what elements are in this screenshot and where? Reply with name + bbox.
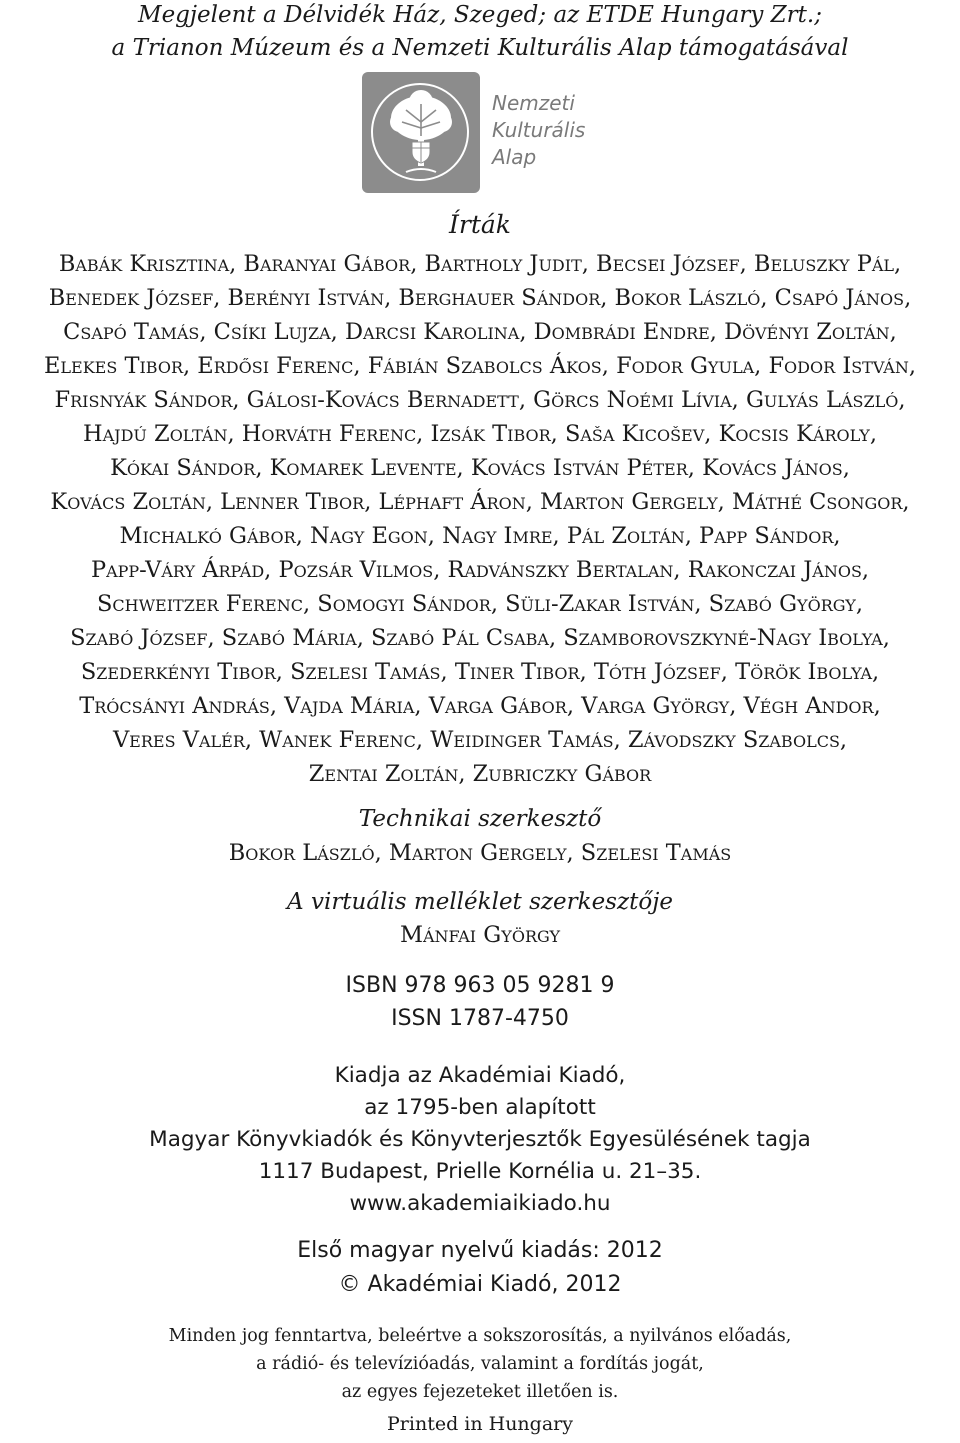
logo-wordmark [492, 90, 632, 171]
authors-line: Kókai Sándor, Komarek Levente, Kovács István Péter, Kovács János, [110, 455, 850, 481]
authors-line: Hajdú Zoltán, Horváth Ferenc, Izsák Tibor, Saša Kicošev, Kocsis Károly, [83, 421, 877, 447]
authors-line: Babák Krisztina, Baranyai Gábor, Bartholy Judit, Becsei József, Beluszky Pál, [58, 251, 902, 277]
tree-in-circle-icon [362, 72, 480, 193]
authors-list [0, 247, 960, 791]
authors-line: Benedek József, Berényi István, Berghauer Sándor, Bokor László, Csapó János, [48, 285, 912, 311]
authors-line: Schweitzer Ferenc, Somogyi Sándor, Süli-Zakar István, Szabó György, [97, 591, 863, 617]
authors-line: Szederkényi Tibor, Szelesi Tamás, Tiner Tibor, Tóth József, Török Ibolya, [80, 659, 880, 685]
logo-word-3: Alap [492, 145, 537, 169]
publisher-line: Magyar Könyvkiadók és Könyvterjesztők Egyesülésének tagja [149, 1127, 811, 1152]
issn: ISSN 1787-4750 [391, 1006, 569, 1031]
publisher-line: az 1795-ben alapított [364, 1095, 596, 1120]
authors-line: Szabó József, Szabó Mária, Szabó Pál Csaba, Szamborovszkyné-Nagy Ibolya, [70, 625, 890, 651]
logo-word-1: Nemzeti [492, 91, 575, 115]
virtual-supplement-editor-heading: A virtuális melléklet szerkesztője [287, 889, 673, 915]
authors-heading: Írták [449, 210, 511, 239]
rights-line: az egyes fejezeteket illetően is. [341, 1382, 619, 1402]
authors-line: Frisnyák Sándor, Gálosi-Kovács Bernadett, Görcs Noémi Lívia, Gulyás László, [54, 387, 906, 413]
nka-logo [362, 72, 480, 193]
copyright-note: © Akadémiai Kiadó, 2012 [338, 1272, 622, 1297]
authors-line: Zentai Zoltán, Zubriczky Gábor [308, 761, 652, 787]
publisher-line: Kiadja az Akadémiai Kiadó, [334, 1063, 626, 1088]
rights-notice [0, 1322, 960, 1406]
logo-word-2: Kulturális [492, 118, 586, 142]
authors-line: Trócsányi András, Vajda Mária, Varga Gábor, Varga György, Végh Andor, [79, 693, 881, 719]
technical-editor-names: Bokor László, Marton Gergely, Szelesi Tamás [228, 840, 732, 866]
publisher-note-line-2: a Trianon Múzeum és a Nemzeti Kulturális Alap támogatásával [111, 35, 849, 61]
publisher-address: 1117 Budapest, Prielle Kornélia u. 21–35. [258, 1159, 702, 1184]
publisher-website: www.akademiaikiado.hu [349, 1191, 611, 1216]
authors-line: Kovács Zoltán, Lenner Tibor, Léphaft Áron, Marton Gergely, Máthé Csongor, [50, 489, 910, 515]
edition-note: Első magyar nyelvű kiadás: 2012 [297, 1238, 663, 1263]
virtual-supplement-editor-name: Mánfai György [399, 922, 561, 948]
technical-editor-heading: Technikai szerkesztő [358, 806, 602, 832]
publisher-block [0, 1060, 960, 1220]
rights-line: a rádió- és televízióadás, valamint a fordítás jogát, [256, 1354, 704, 1374]
authors-line: Papp-Váry Árpád, Pozsár Vilmos, Radvánszky Bertalan, Rakonczai János, [90, 557, 870, 583]
authors-line: Veres Valér, Wanek Ferenc, Weidinger Tamás, Závodszky Szabolcs, [112, 727, 848, 753]
authors-line: Elekes Tibor, Erdősi Ferenc, Fábián Szabolcs Ákos, Fodor Gyula, Fodor István, [43, 353, 917, 379]
authors-line: Michalkó Gábor, Nagy Egon, Nagy Imre, Pál Zoltán, Papp Sándor, [119, 523, 841, 549]
printed-in: Printed in Hungary [387, 1413, 573, 1435]
authors-line: Csapó Tamás, Csíki Lujza, Darcsi Karolina, Dombrádi Endre, Dövényi Zoltán, [63, 319, 897, 345]
isbn: ISBN 978 963 05 9281 9 [345, 973, 615, 998]
rights-line: Minden jog fenntartva, beleértve a sokszorosítás, a nyilvános előadás, [168, 1326, 792, 1346]
publisher-note-line-1: Megjelent a Délvidék Ház, Szeged; az ETDE Hungary Zrt.; [138, 2, 822, 28]
